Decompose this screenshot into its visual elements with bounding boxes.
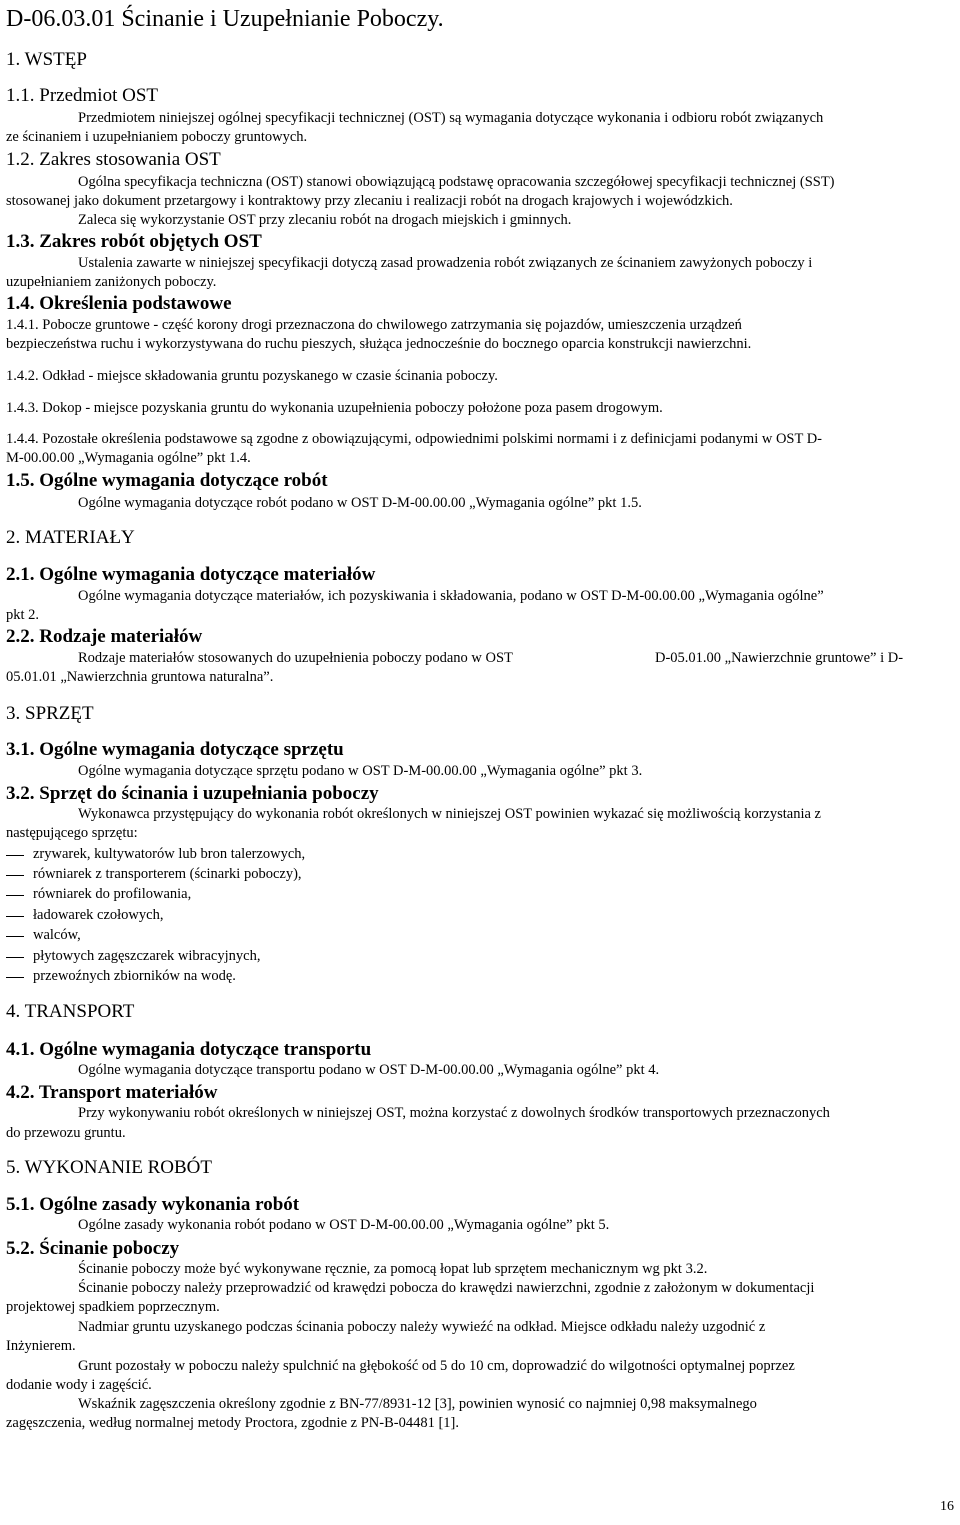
list-item: walców, [33, 927, 81, 943]
list-dash [6, 855, 24, 856]
paragraph-line: 1.4.1. Pobocze gruntowe - część korony drogi przeznaczona do chwilowego zatrzymania się pojazdów, umieszczenia urządzeń [6, 317, 742, 333]
paragraph-line: Ogólne wymagania dotyczące sprzętu podano w OST D-M-00.00.00 „Wymagania ogólne” pkt 3. [78, 763, 643, 779]
section-heading-5-2: 5.2. Ścinanie poboczy [6, 1238, 180, 1259]
paragraph-line: bezpieczeństwa ruchu i wykorzystywana do ruchu pieszych, służąca jednocześnie do bocznego oparcia konstrukcji nawierzchni. [6, 336, 752, 352]
paragraph-line: ze ścinaniem i uzupełnianiem poboczy gruntowych. [6, 129, 308, 145]
list-dash [6, 977, 24, 978]
section-heading-1-3: 1.3. Zakres robót objętych OST [6, 231, 262, 252]
paragraph-line: do przewozu gruntu. [6, 1125, 126, 1141]
section-heading-4-1: 4.1. Ogólne wymagania dotyczące transportu [6, 1039, 372, 1060]
section-heading-1-2: 1.2. Zakres stosowania OST [6, 149, 221, 170]
section-heading-1-5: 1.5. Ogólne wymagania dotyczące robót [6, 470, 328, 491]
paragraph-line: Ścinanie poboczy może być wykonywane ręcznie, za pomocą łopat lub sprzętem mechanicznym wg pkt 3.2. [78, 1261, 708, 1277]
paragraph-line: Przy wykonywaniu robót określonych w niniejszej OST, można korzystać z dowolnych środków transportowych przeznaczonych [78, 1105, 830, 1121]
paragraph-line: M-00.00.00 „Wymagania ogólne” pkt 1.4. [6, 450, 251, 466]
list-dash [6, 957, 24, 958]
paragraph-line: 1.4.3. Dokop - miejsce pozyskania gruntu do wykonania uzupełnienia poboczy położone poza pasem drogowym. [6, 400, 663, 416]
paragraph-line: następującego sprzętu: [6, 825, 138, 841]
paragraph-line: Ogólne wymagania dotyczące materiałów, ich pozyskiwania i składowania, podano w OST D-M-00.00.00 „Wymagania ogólne” [78, 588, 824, 604]
list-dash [6, 895, 24, 896]
paragraph-line: Zaleca się wykorzystanie OST przy zlecaniu robót na drogach miejskich i gminnych. [78, 212, 572, 228]
paragraph-line: zagęszczenia, według normalnej metody Proctora, zgodnie z PN-B-04481 [1]. [6, 1415, 459, 1431]
section-heading-2-2: 2.2. Rodzaje materiałów [6, 626, 203, 647]
paragraph-line: Inżynierem. [6, 1338, 76, 1354]
paragraph-line: dodanie wody i zagęścić. [6, 1377, 152, 1393]
paragraph-line: Przedmiotem niniejszej ogólnej specyfikacji technicznej (OST) są wymagania dotyczące wykonania i odbioru robót związanych [78, 110, 824, 126]
paragraph-line: Rodzaje materiałów stosowanych do uzupełnienia poboczy podano w OST [78, 650, 513, 666]
section-heading-1-1: 1.1. Przedmiot OST [6, 85, 158, 106]
list-item: ładowarek czołowych, [33, 907, 164, 923]
section-heading-2-1: 2.1. Ogólne wymagania dotyczące materiałów [6, 564, 376, 585]
paragraph-line: Ogólne wymagania dotyczące transportu podano w OST D-M-00.00.00 „Wymagania ogólne” pkt 4. [78, 1062, 660, 1078]
list-dash [6, 875, 24, 876]
paragraph-line: Wykonawca przystępujący do wykonania robót określonych w niniejszej OST powinien wykazać się możliwością korzystania z [78, 806, 821, 822]
list-dash [6, 916, 24, 917]
paragraph-line: Wskaźnik zagęszczenia określony zgodnie z BN-77/8931-12 [3], powinien wynosić co najmniej 0,98 maksymalnego [78, 1396, 757, 1412]
list-item: równiarek do profilowania, [33, 886, 192, 902]
paragraph-line: projektowej spadkiem poprzecznym. [6, 1299, 220, 1315]
section-heading-5-1: 5.1. Ogólne zasady wykonania robót [6, 1194, 300, 1215]
paragraph-line: 1.4.2. Odkład - miejsce składowania gruntu pozyskanego w czasie ścinania poboczy. [6, 368, 498, 384]
paragraph-line: stosowanej jako dokument przetargowy i kontraktowy przy zlecaniu i realizacji robót na drogach krajowych i wojewódzkich. [6, 193, 733, 209]
section-heading-3-2: 3.2. Sprzęt do ścinania i uzupełniania poboczy [6, 783, 379, 804]
section-heading-1: 1. WSTĘP [6, 49, 87, 70]
page-number: 16 [940, 1499, 954, 1514]
paragraph-line: Ogólna specyfikacja techniczna (OST) stanowi obowiązującą podstawę opracowania szczegółowej specyfikacji technicznej (SST) [78, 174, 835, 190]
paragraph-line: Ścinanie poboczy należy przeprowadzić od krawędzi pobocza do krawędzi nawierzchni, zgodnie z założonym w dokumentacji [78, 1280, 815, 1296]
section-heading-4-2: 4.2. Transport materiałów [6, 1082, 218, 1103]
section-heading-1-4: 1.4. Określenia podstawowe [6, 293, 232, 314]
section-heading-2: 2. MATERIAŁY [6, 527, 135, 548]
paragraph-line: Nadmiar gruntu uzyskanego podczas ścinania poboczy należy wywieźć na odkład. Miejsce odkładu należy uzgodnić z [78, 1319, 766, 1335]
paragraph-line: Ustalenia zawarte w niniejszej specyfikacji dotyczą zasad prowadzenia robót związanych ze ścinaniem zawyżonych poboczy i [78, 255, 813, 271]
paragraph-line: pkt 2. [6, 607, 40, 623]
paragraph-line: 1.4.4. Pozostałe określenia podstawowe są zgodne z obowiązującymi, odpowiednimi polskimi normami i z definicjami podanymi w OST D- [6, 431, 823, 447]
paragraph-line: D-05.01.00 „Nawierzchnie gruntowe” i D- [655, 650, 904, 666]
section-heading-5: 5. WYKONANIE ROBÓT [6, 1157, 212, 1178]
paragraph-line: Ogólne zasady wykonania robót podano w OST D-M-00.00.00 „Wymagania ogólne” pkt 5. [78, 1217, 610, 1233]
paragraph-line: 05.01.01 „Nawierzchnia gruntowa naturalna”. [6, 669, 274, 685]
paragraph-line: Ogólne wymagania dotyczące robót podano w OST D-M-00.00.00 „Wymagania ogólne” pkt 1.5. [78, 495, 642, 511]
section-heading-4: 4. TRANSPORT [6, 1001, 135, 1022]
page-title: D-06.03.01 Ścinanie i Uzupełnianie Poboczy. [6, 6, 444, 32]
list-item: zrywarek, kultywatorów lub bron talerzowych, [33, 846, 306, 862]
list-item: przewoźnych zbiorników na wodę. [33, 968, 236, 984]
list-item: płytowych zagęszczarek wibracyjnych, [33, 948, 261, 964]
list-dash [6, 936, 24, 937]
section-heading-3-1: 3.1. Ogólne wymagania dotyczące sprzętu [6, 739, 344, 760]
section-heading-3: 3. SPRZĘT [6, 703, 94, 724]
paragraph-line: Grunt pozostały w poboczu należy spulchnić na głębokość od 5 do 10 cm, doprowadzić do wilgotności optymalnej poprzez [78, 1358, 795, 1374]
paragraph-line: uzupełnianiem zaniżonych poboczy. [6, 274, 217, 290]
list-item: równiarek z transporterem (ścinarki poboczy), [33, 866, 302, 882]
